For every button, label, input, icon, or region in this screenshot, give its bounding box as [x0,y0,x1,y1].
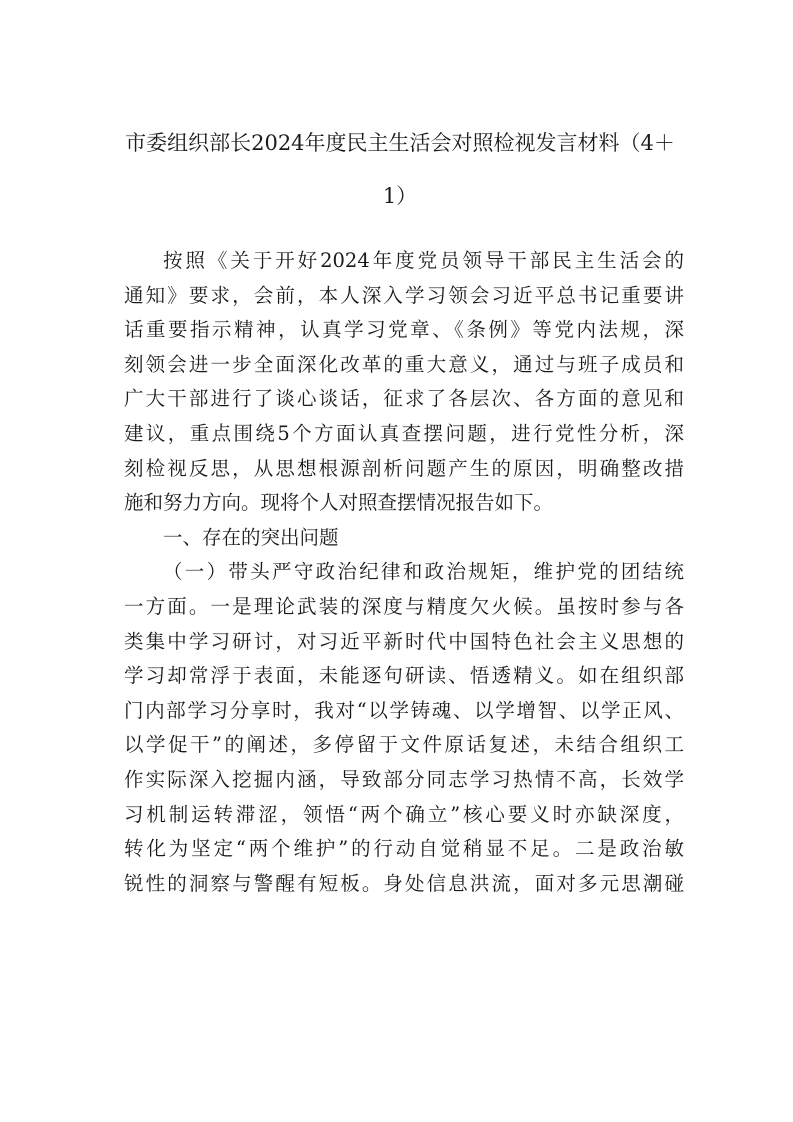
document-body [124,244,684,901]
paragraph-line: 刻领会进一步全面深化改革的重大意义，通过与班子成员和 [124,352,684,376]
paragraph-line: 转化为坚定“两个维护”的行动自觉稍显不足。二是政治敏 [124,837,684,861]
paragraph-line: 习机制运转滞涩，领悟“两个确立”核心要义时亦缺深度， [124,802,684,826]
paragraph-line: 一方面。一是理论武装的深度与精度欠火候。虽按时参与各 [124,594,684,618]
paragraph-line: 作实际深入挖掘内涵，导致部分同志学习热情不高，长效学 [124,767,684,791]
paragraph-line: 锐性的洞察与警醒有短板。身处信息洪流，面对多元思潮碰 [124,871,684,895]
paragraph-line: 话重要指示精神，认真学习党章、《条例》等党内法规，深 [124,318,684,342]
paragraph-line: （一）带头严守政治纪律和政治规矩，维护党的团结统 [163,560,684,584]
paragraph-line: 广大干部进行了谈心谈话，征求了各层次、各方面的意见和 [124,387,684,411]
section-heading: 一、存在的突出问题 [163,525,339,549]
paragraph-line: 建议，重点围绕5个方面认真查摆问题，进行党性分析，深 [124,421,684,445]
document-title-line-1: 市委组织部长2024年度民主生活会对照检视发言材料（4＋ [125,131,675,155]
paragraph-line: 学习却常浮于表面，未能逐句研读、悟透精义。如在组织部 [124,664,684,688]
paragraph-line: 类集中学习研讨，对习近平新时代中国特色社会主义思想的 [124,629,684,653]
paragraph-line: 刻检视反思，从思想根源剖析问题产生的原因，明确整改措 [124,456,684,480]
paragraph-line: 施和努力方向。现将个人对照查摆情况报告如下。 [124,491,554,515]
paragraph-line: 以学促干”的阐述，多停留于文件原话复述，未结合组织工 [124,733,684,757]
paragraph-line: 门内部学习分享时，我对“以学铸魂、以学增智、以学正风、 [124,698,684,722]
paragraph-line: 通知》要求，会前，本人深入学习领会习近平总书记重要讲 [124,283,684,307]
document-title-line-2: 1） [382,184,418,208]
paragraph-line: 按照《关于开好2024年度党员领导干部民主生活会的 [163,249,684,272]
